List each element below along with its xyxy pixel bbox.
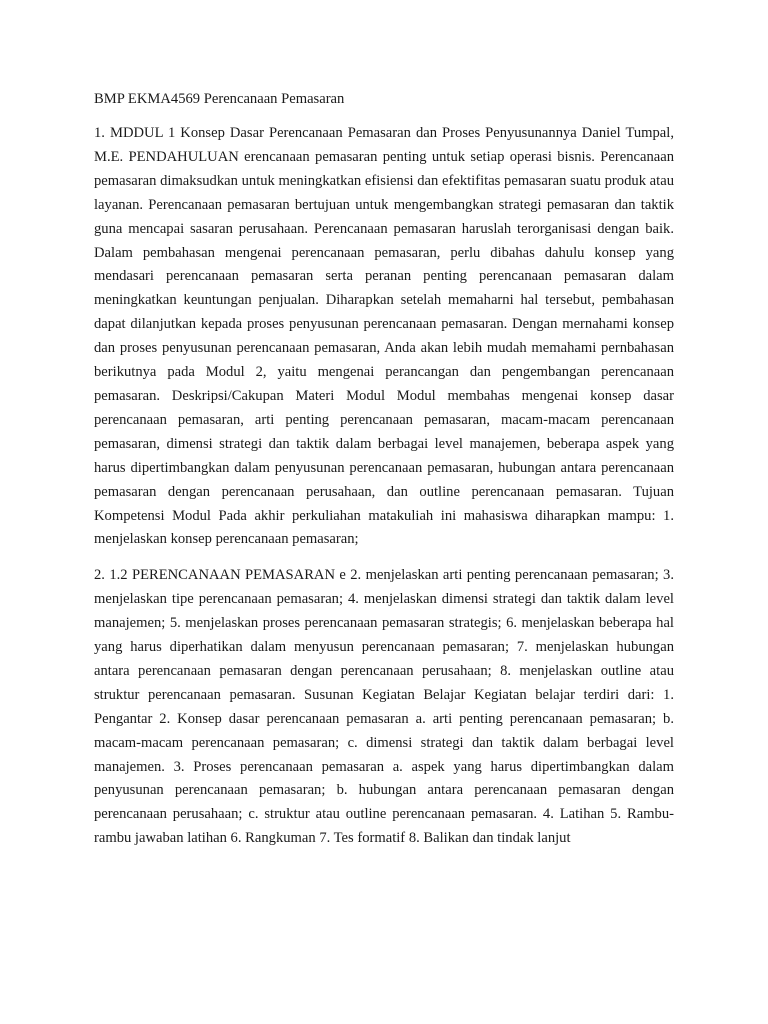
paragraph-1: 1. MDDUL 1 Konsep Dasar Perencanaan Pemasaran dan Proses Penyusunannya Daniel Tumpal, M.E. PENDAHULUAN erencanaan pemasaran penting untuk setiap operasi bisnis. Perencanaan pemasaran dimaksudkan untuk meningkatkan efisiensi dan efektifitas pemasaran suatu produk atau layanan. Perencanaan pemasaran bertujuan untuk mengembangkan strategi pemasaran dan taktik guna mencapai sasaran perusahaan. Perencanaan pemasaran haruslah terorganisasi dengan baik. Dalam pembahasan mengenai perencanaan pemasaran, perlu dibahas dahulu konsep yang mendasari perencanaan pemasaran serta peranan penting perencanaan pemasaran dalam meningkatkan keuntungan penjualan. Diharapkan setelah memaharni hal tersebut, pembahasan dapat dilanjutkan kepada proses penyusunan perencanaan pemasaran. Dengan mernahami konsep dan proses penyusunan perencanaan pemasaran, Anda akan lebih mudah memahami pernbahasan berikutnya pada Modul 2, yaitu mengenai perancangan dan pengembangan perencanaan pemasaran. Deskripsi/Cakupan Materi Modul Modul membahas mengenai konsep dasar perencanaan pemasaran, arti penting perencanaan pemasaran, macam-macam perencanaan pemasaran, dimensi strategi dan taktik dalam berbagai level manajemen, beberapa aspek yang harus dipertimbangkan dalam penyusunan perencanaan pemasaran, hubungan antara perencanaan pemasaran dengan perencanaan perusahaan, dan outline perencanaan pemasaran. Tujuan Kompetensi Modul Pada akhir perkuliahan matakuliah ini mahasiswa diharapkan mampu: 1. menjelaskan konsep perencanaan pemasaran; xyxy=(94,125,674,548)
paragraph-2: 2. 1.2 PERENCANAAN PEMASARAN e 2. menjelaskan arti penting perencanaan pemasaran; 3. menjelaskan tipe perencanaan pemasaran; 4. menjelaskan dimensi strategi dan taktik dalam level manajemen; 5. menjelaskan proses perencanaan pemasaran strategis; 6. menjelaskan beberapa hal yang harus diperhatikan dalam menyusun perencanaan pemasaran; 7. menjelaskan hubungan antara perencanaan pemasaran dengan perencanaan perusahaan; 8. menjelaskan outline atau struktur perencanaan pemasaran. Susunan Kegiatan Belajar Kegiatan belajar terdiri dari: 1. Pengantar 2. Konsep dasar perencanaan pemasaran a. arti penting perencanaan pemasaran; b. macam-macam perencanaan pemasaran; c. dimensi strategi dan taktik dalam berbagai level manajemen. 3. Proses perencanaan pemasaran a. aspek yang harus dipertimbangkan dalam penyusunan perencanaan pemasaran; b. hubungan antara perencanaan pemasaran dengan perencanaan perusahaan; c. struktur atau outline perencanaan pemasaran. 4. Latihan 5. Rambu-rambu jawaban latihan 6. Rangkuman 7. Tes formatif 8. Balikan dan tindak lanjut xyxy=(94,567,674,847)
document-title: BMP EKMA4569 Perencanaan Pemasaran xyxy=(94,91,345,107)
